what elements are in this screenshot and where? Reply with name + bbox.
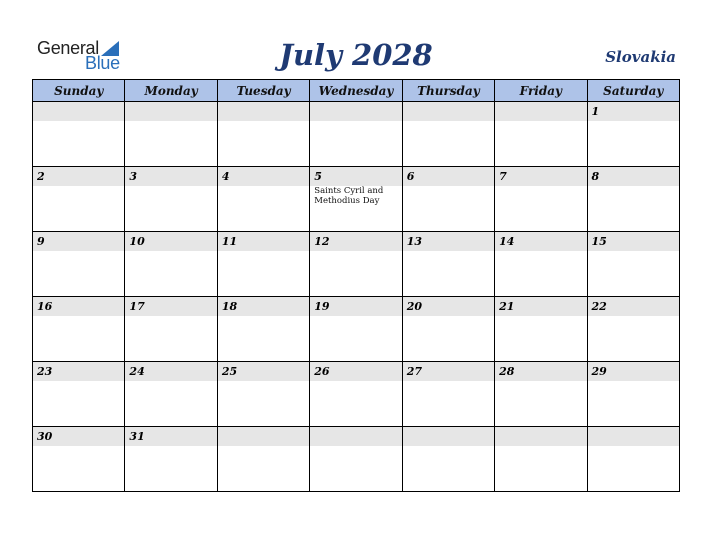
day-number: 14 <box>499 235 515 248</box>
week-row <box>33 362 680 427</box>
day-cell[interactable] <box>217 167 309 232</box>
day-cell[interactable] <box>125 102 217 167</box>
day-number-band <box>403 167 494 186</box>
day-number: 9 <box>37 235 45 248</box>
day-cell[interactable] <box>310 427 402 492</box>
day-cell[interactable] <box>217 362 309 427</box>
day-cell[interactable] <box>125 362 217 427</box>
day-number: 10 <box>129 235 145 248</box>
day-number: 19 <box>314 300 330 313</box>
calendar-grid <box>32 79 680 492</box>
day-number-band <box>495 427 586 446</box>
day-number: 28 <box>499 365 515 378</box>
day-number-band <box>403 427 494 446</box>
day-cell[interactable] <box>310 102 402 167</box>
day-cell[interactable] <box>587 427 679 492</box>
day-number-band <box>495 167 586 186</box>
day-number-band <box>588 102 679 121</box>
day-cell[interactable] <box>495 167 587 232</box>
day-number: 24 <box>129 365 145 378</box>
day-number-band <box>125 102 216 121</box>
day-number: 23 <box>37 365 53 378</box>
week-row <box>33 167 680 232</box>
weekday-saturday: Saturday <box>587 80 679 102</box>
week-row <box>33 427 680 492</box>
day-cell[interactable] <box>217 297 309 362</box>
day-number: 18 <box>221 300 238 313</box>
day-number: 31 <box>129 430 145 443</box>
weekday-sunday: Sunday <box>33 80 125 102</box>
day-cell[interactable] <box>587 167 679 232</box>
day-number: 7 <box>499 170 507 183</box>
week-row <box>33 297 680 362</box>
weekday-monday: Monday <box>125 80 217 102</box>
day-number-band <box>495 102 586 121</box>
day-cell[interactable] <box>587 297 679 362</box>
day-number-band <box>310 167 401 186</box>
day-number: 16 <box>37 300 53 313</box>
day-cell[interactable] <box>402 102 494 167</box>
day-cell[interactable] <box>310 167 402 232</box>
weekday-thursday: Thursday <box>402 80 494 102</box>
day-cell[interactable] <box>495 362 587 427</box>
day-cell[interactable] <box>125 232 217 297</box>
weekday-tuesday: Tuesday <box>217 80 309 102</box>
week-row <box>33 232 680 297</box>
day-number: 21 <box>499 300 515 313</box>
day-cell[interactable] <box>402 297 494 362</box>
day-cell[interactable] <box>587 362 679 427</box>
day-cell[interactable] <box>217 427 309 492</box>
day-cell[interactable] <box>402 362 494 427</box>
day-cell[interactable] <box>495 102 587 167</box>
day-cell[interactable] <box>402 167 494 232</box>
week-row <box>33 102 680 167</box>
day-cell[interactable] <box>495 297 587 362</box>
day-number: 20 <box>406 300 422 313</box>
day-cell[interactable] <box>310 297 402 362</box>
day-cell[interactable] <box>495 427 587 492</box>
day-number-band <box>33 232 124 251</box>
day-number: 30 <box>37 430 53 443</box>
day-cell[interactable] <box>33 362 125 427</box>
day-cell[interactable] <box>125 167 217 232</box>
day-number-band <box>125 167 216 186</box>
weekday-header-row <box>33 80 680 102</box>
day-cell[interactable] <box>125 427 217 492</box>
day-number: 27 <box>406 365 422 378</box>
day-cell[interactable] <box>33 102 125 167</box>
day-cell[interactable] <box>402 427 494 492</box>
day-number: 15 <box>591 235 607 248</box>
day-number: 1 <box>591 105 600 118</box>
day-number: 5 <box>314 170 322 183</box>
day-number: 13 <box>406 235 422 248</box>
day-number: 29 <box>591 365 607 378</box>
day-number: 8 <box>591 170 600 183</box>
day-cell[interactable] <box>310 232 402 297</box>
day-number-band <box>218 102 309 121</box>
day-cell[interactable] <box>33 232 125 297</box>
day-number-band <box>218 167 309 186</box>
day-cell[interactable] <box>217 102 309 167</box>
day-number-band <box>403 102 494 121</box>
day-number-band <box>310 102 401 121</box>
day-number: 3 <box>129 170 138 183</box>
day-number-band <box>218 427 309 446</box>
calendar-title: July 2028 <box>279 38 433 72</box>
day-number: 17 <box>129 300 145 313</box>
day-number-band <box>33 102 124 121</box>
day-cell[interactable] <box>402 232 494 297</box>
weekday-wednesday: Wednesday <box>310 80 402 102</box>
day-number-band <box>588 167 679 186</box>
day-cell[interactable] <box>587 102 679 167</box>
holiday-label: Saints Cyril and Methodius Day <box>314 186 384 206</box>
day-cell[interactable] <box>495 232 587 297</box>
country-name: Slovakia <box>605 48 676 66</box>
day-number: 22 <box>591 300 607 313</box>
logo-text-blue: Blue <box>85 53 120 73</box>
day-number: 6 <box>406 170 415 183</box>
day-cell[interactable] <box>125 297 217 362</box>
day-number: 26 <box>314 365 330 378</box>
day-cell[interactable] <box>217 232 309 297</box>
logo-text-general: General <box>37 38 99 58</box>
day-number-band <box>310 427 401 446</box>
day-number: 11 <box>221 235 238 248</box>
day-number: 12 <box>314 235 330 248</box>
day-number: 2 <box>37 170 45 183</box>
day-number: 4 <box>221 170 230 183</box>
weekday-friday: Friday <box>495 80 587 102</box>
day-cell[interactable] <box>33 297 125 362</box>
day-cell[interactable] <box>33 167 125 232</box>
day-cell[interactable] <box>33 427 125 492</box>
day-cell[interactable] <box>310 362 402 427</box>
day-cell[interactable] <box>587 232 679 297</box>
day-number-band <box>588 427 679 446</box>
day-number-band <box>33 167 124 186</box>
day-number: 25 <box>221 365 238 378</box>
